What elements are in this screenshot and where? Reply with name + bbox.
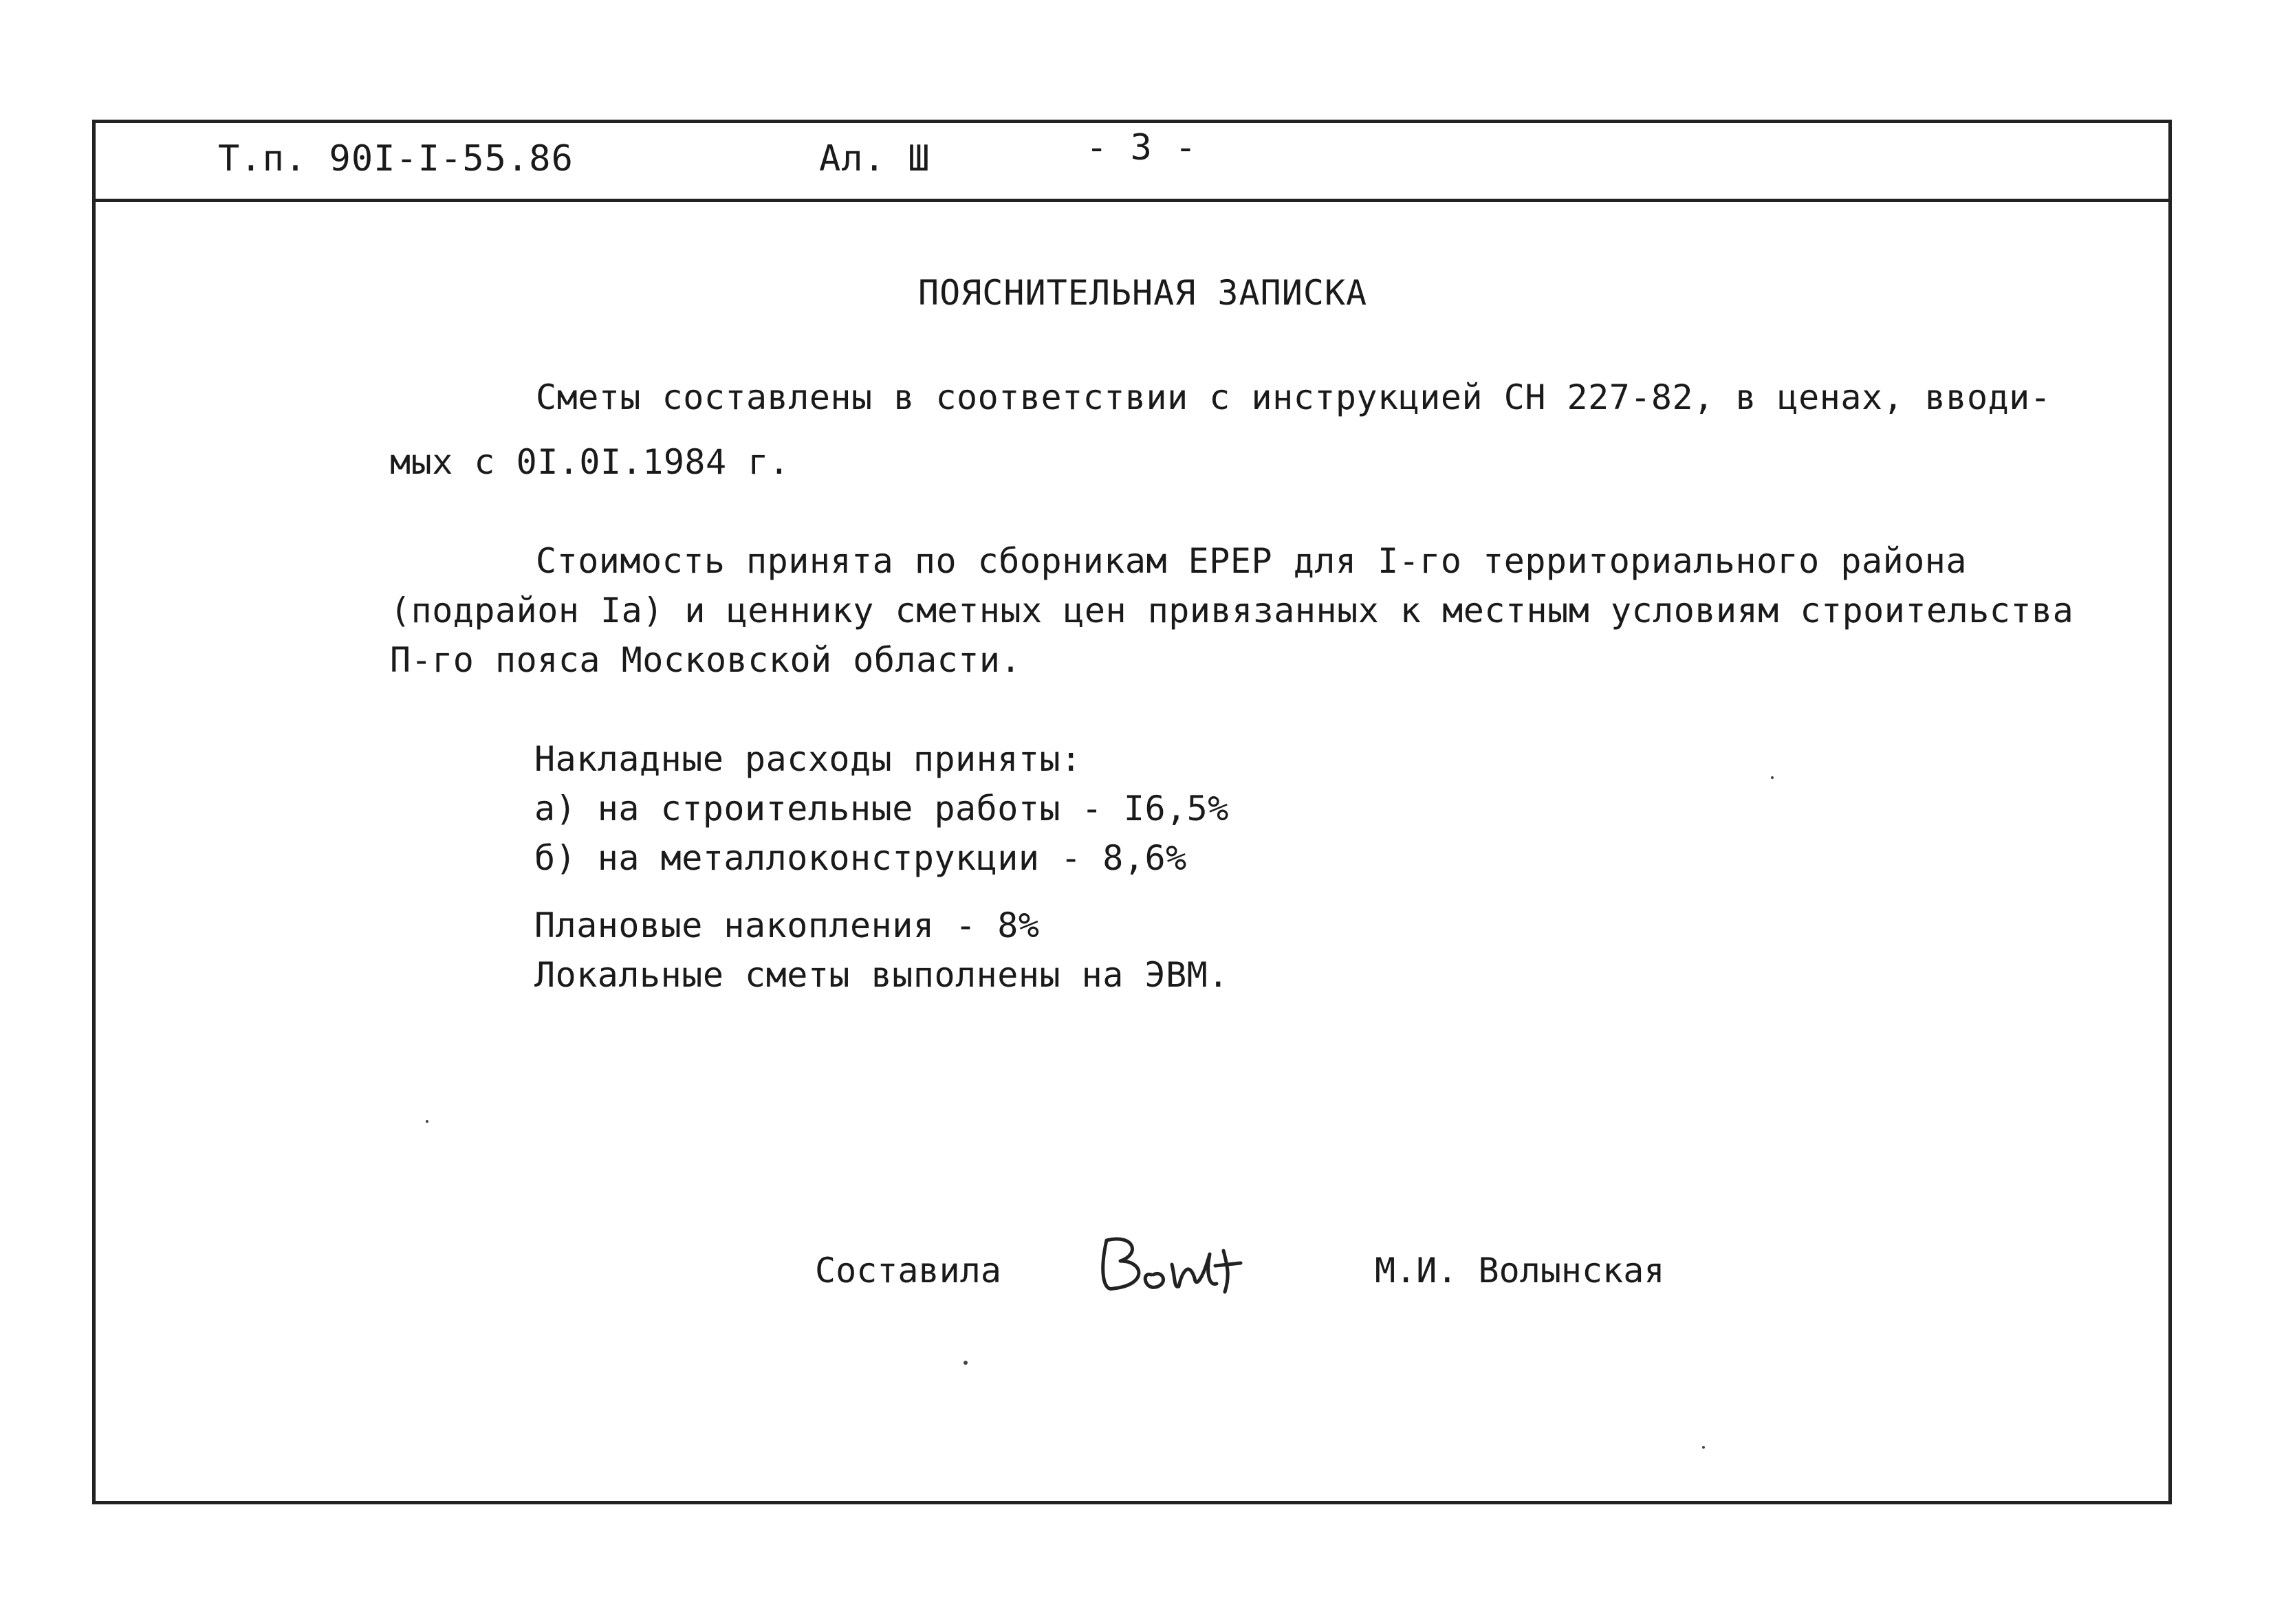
paragraph-2-line-2: (подрайон Iа) и ценнику сметных цен привязанных к местным условиям строительства — [390, 591, 2074, 630]
scan-speck — [964, 1361, 968, 1365]
computer-note: Локальные сметы выполнены на ЭВМ. — [534, 955, 1229, 995]
signer-name: М.И. Волынская — [1375, 1251, 1665, 1291]
planned-savings: Плановые накопления - 8% — [534, 906, 1040, 945]
header-divider — [96, 199, 2168, 202]
page-number: - 3 - — [1086, 127, 1197, 168]
signature-label: Составила — [815, 1251, 1001, 1291]
scan-speck — [1702, 1446, 1705, 1449]
scan-speck — [1771, 776, 1774, 779]
document-sheet — [92, 120, 2172, 1504]
document-title: ПОЯСНИТЕЛЬНАЯ ЗАПИСКА — [918, 273, 1368, 313]
overheads-heading: Накладные расходы приняты: — [534, 739, 1082, 779]
paragraph-1-line-2: мых с 0I.0I.1984 г. — [390, 442, 790, 482]
overheads-item-a: а) на строительные работы - I6,5% — [534, 789, 1229, 829]
document-code: Т.п. 90I-I-55.86 — [218, 138, 574, 179]
paragraph-2-line-1: Стоимость принята по сборникам ЕРЕР для I-го территориального района — [536, 541, 1967, 581]
sheet-label: Ал. Ш — [819, 138, 930, 179]
handwritten-signature — [1093, 1223, 1299, 1306]
paragraph-2-line-3: П-го пояса Московской области. — [390, 640, 1022, 680]
overheads-item-b: б) на металлоконструкции - 8,6% — [534, 838, 1187, 878]
scan-speck — [426, 1120, 428, 1123]
paragraph-1-line-1: Сметы составлены в соответствии с инструкцией СН 227-82, в ценах, вводи- — [536, 377, 2051, 417]
